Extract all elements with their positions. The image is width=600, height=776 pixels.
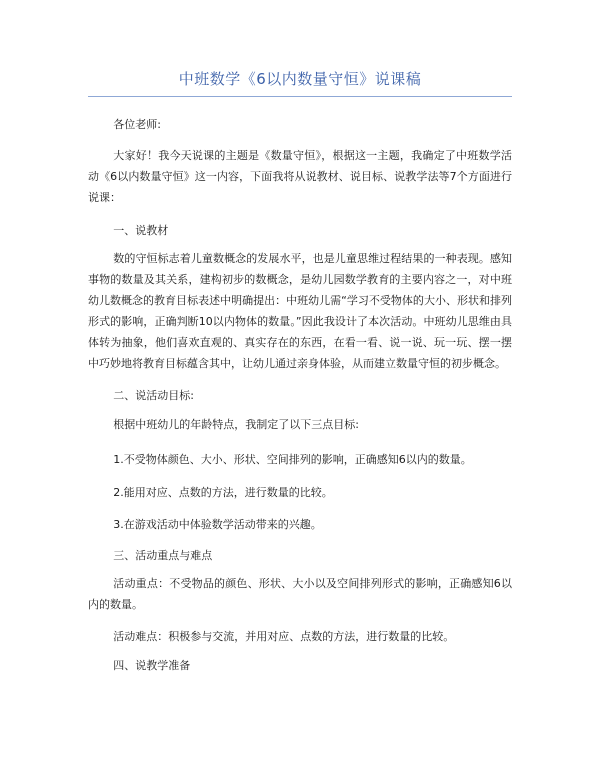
section-3-heading: 三、活动重点与难点 xyxy=(113,549,213,562)
section-2-lead: 根据中班幼儿的年龄特点，我制定了以下三点目标: xyxy=(113,418,360,431)
goal-item: 2.能用对应、点数的方法，进行数量的比较。 xyxy=(113,486,333,499)
goal-item: 3.在游戏活动中体验数学活动带来的兴趣。 xyxy=(113,518,322,531)
document-title: 中班数学《6以内数量守恒》说课稿 xyxy=(178,70,422,88)
difficulty-paragraph: 活动难点：积极参与交流，并用对应、点数的方法，进行数量的比较。 xyxy=(113,630,455,643)
title-underline xyxy=(88,96,512,97)
section-2-heading: 二、说活动目标: xyxy=(113,389,195,402)
key-point-paragraph: 活动重点：不受物品的颜色、形状、大小以及空间排列形式的影响，正确感知6以内的数量。 xyxy=(88,577,512,611)
intro-paragraph: 大家好！我今天说课的主题是《数量守恒》，根据这一主题，我确定了中班数学活动《6以内数量守恒》这一内容，下面我将从说教材、说目标、说教学法等7个方面进行说课： xyxy=(88,149,512,204)
section-1-body: 数的守恒标志着儿童数概念的发展水平，也是儿童思维过程结果的一种表现。感知事物的数量及其关系，建构初步的数概念，是幼儿园数学教育的主要内容之一，对中班幼儿数概念的教育目标表述中明确提出：中班幼儿需“学习不受物体的大小、形状和排列形式的影响，正确判断10以内物体的数量。”因此我设计了本次活动。中班幼儿思维由具体转为抽象，他们喜欢直观的、真实存在的东西，在看一看、说一说、玩一玩、摆一摆中巧妙地将教育目标蕴含其中，让幼儿通过亲身体验，从而建立数量守恒的初步概念。 xyxy=(88,252,512,370)
section-4-heading: 四、说教学准备 xyxy=(113,659,191,672)
goal-item: 1.不受物体颜色、大小、形状、空间排列的影响，正确感知6以内的数量。 xyxy=(113,453,472,466)
section-1-heading: 一、说教材 xyxy=(113,224,169,237)
greeting: 各位老师: xyxy=(113,118,162,131)
